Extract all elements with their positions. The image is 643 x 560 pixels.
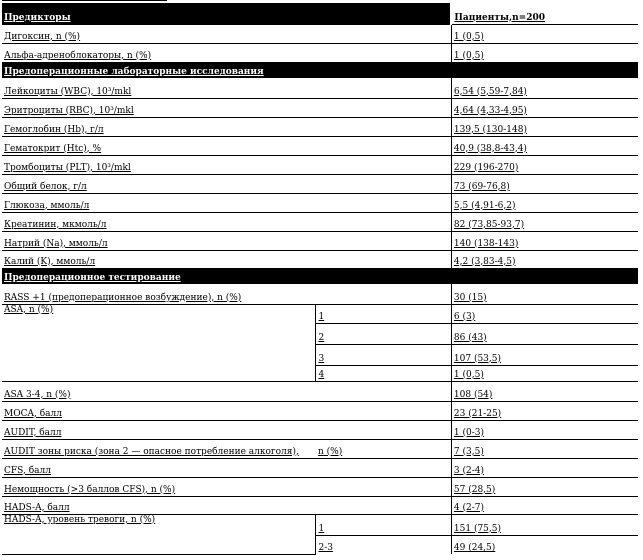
section-header-lab [2, 62, 638, 78]
row-label: Дигоксин, n (%) [2, 24, 451, 43]
asa-grade: 2 [316, 323, 451, 344]
row-value: 4,64 (4,33-4,95) [451, 98, 638, 117]
row-label: Калий (K), ммоль/л [2, 250, 451, 268]
row-label: Гематокрит (Htc), % [2, 136, 451, 155]
row-value: 140 (138-143) [451, 231, 638, 250]
row-value: 3 (2-4) [451, 458, 638, 477]
row-label: Гемоглобин (Hb), г/л [2, 117, 451, 136]
row-value: 82 (73,85-93,7) [451, 212, 638, 231]
asa-label: ASA, n (%) [2, 304, 316, 381]
row-value: 30 (15) [451, 284, 638, 304]
row-label: RASS +1 (предоперационное возбуждение), n (%) [2, 284, 451, 304]
hads-grade: 1 [316, 514, 451, 535]
section-title: Предоперационное тестирование [2, 268, 638, 284]
row-label: CFS, балл [2, 458, 451, 477]
table-row [2, 381, 638, 401]
table-row [2, 284, 638, 304]
row-label: Альфа-адреноблокаторы, n (%) [2, 43, 451, 62]
row-value: 6,54 (5,59-7,84) [451, 78, 638, 98]
audit-zone-label: AUDIT зоны риска (зона 2 — опасное потребление алкоголя), [2, 439, 316, 458]
asa-grade: 1 [316, 304, 451, 323]
table-row [2, 136, 638, 155]
header-row [2, 3, 638, 24]
asa-grade: 4 [316, 365, 451, 381]
table-row [2, 496, 638, 514]
row-label: Натрий (Na), ммоль/л [2, 231, 451, 250]
header-patients: Пациенты,n=200 [451, 3, 638, 24]
section-title: Предоперационные лабораторные исследования [2, 62, 638, 78]
row-label: Тромбоциты (PLT), 10³/mkl [2, 155, 451, 174]
audit-zone-value: 7 (3,5) [451, 439, 638, 458]
asa-value: 107 (53,5) [451, 344, 638, 365]
top-rule [2, 0, 167, 1]
hads-label: HADS-A, уровень тревоги, n (%) [2, 514, 316, 554]
row-label: Креатинин, мкмоль/л [2, 212, 451, 231]
table-row [2, 24, 638, 43]
row-value: 1 (0-3) [451, 420, 638, 439]
asa-grade: 3 [316, 344, 451, 365]
row-value: 4 (2-7) [451, 496, 638, 514]
audit-zone-unit: n (%) [316, 439, 451, 458]
row-value: 5,5 (4,91-6,2) [451, 193, 638, 212]
row-label: AUDIT, балл [2, 420, 451, 439]
row-label: Немощность (>3 баллов CFS), n (%) [2, 477, 451, 496]
row-value: 229 (196-270) [451, 155, 638, 174]
row-label: Эритроциты (RBC), 10³/mkl [2, 98, 451, 117]
row-value: 73 (69-76,8) [451, 174, 638, 193]
table-row [2, 458, 638, 477]
table-row [2, 193, 638, 212]
table-row [2, 155, 638, 174]
row-value: 40,9 (38,8-43,4) [451, 136, 638, 155]
asa-row [2, 304, 638, 323]
asa-value: 86 (43) [451, 323, 638, 344]
hads-row [2, 514, 638, 535]
hads-grade: 2-3 [316, 535, 451, 554]
table-row [2, 43, 638, 62]
row-value: 4,2 (3,83-4,5) [451, 250, 638, 268]
row-label: Глюкоза, ммоль/л [2, 193, 451, 212]
row-value: 139,5 (130-148) [451, 117, 638, 136]
table-row [2, 250, 638, 268]
audit-zone-row [2, 439, 638, 458]
table-row [2, 117, 638, 136]
section-header-testing [2, 268, 638, 284]
asa-value: 6 (3) [451, 304, 638, 323]
row-label: HADS-A, балл [2, 496, 451, 514]
row-value: 1 (0,5) [451, 43, 638, 62]
table-row [2, 401, 638, 420]
table-row [2, 98, 638, 117]
row-value: 1 (0,5) [451, 24, 638, 43]
table-row [2, 174, 638, 193]
table-row [2, 477, 638, 496]
row-value: 57 (28,5) [451, 477, 638, 496]
row-label: MOCA, балл [2, 401, 451, 420]
hads-value: 151 (75,5) [451, 514, 638, 535]
table-row [2, 78, 638, 98]
table-row [2, 212, 638, 231]
header-predictors: Предикторы [2, 3, 451, 24]
hads-value: 49 (24,5) [451, 535, 638, 554]
row-value: 108 (54) [451, 381, 638, 401]
table-row [2, 231, 638, 250]
row-label: ASA 3-4, n (%) [2, 381, 451, 401]
asa-value: 1 (0,5) [451, 365, 638, 381]
row-label: Общий белок, г/л [2, 174, 451, 193]
table-row [2, 420, 638, 439]
row-value: 23 (21-25) [451, 401, 638, 420]
predictors-table [2, 3, 638, 555]
row-label: Лейкоциты (WBC), 10³/mkl [2, 78, 451, 98]
